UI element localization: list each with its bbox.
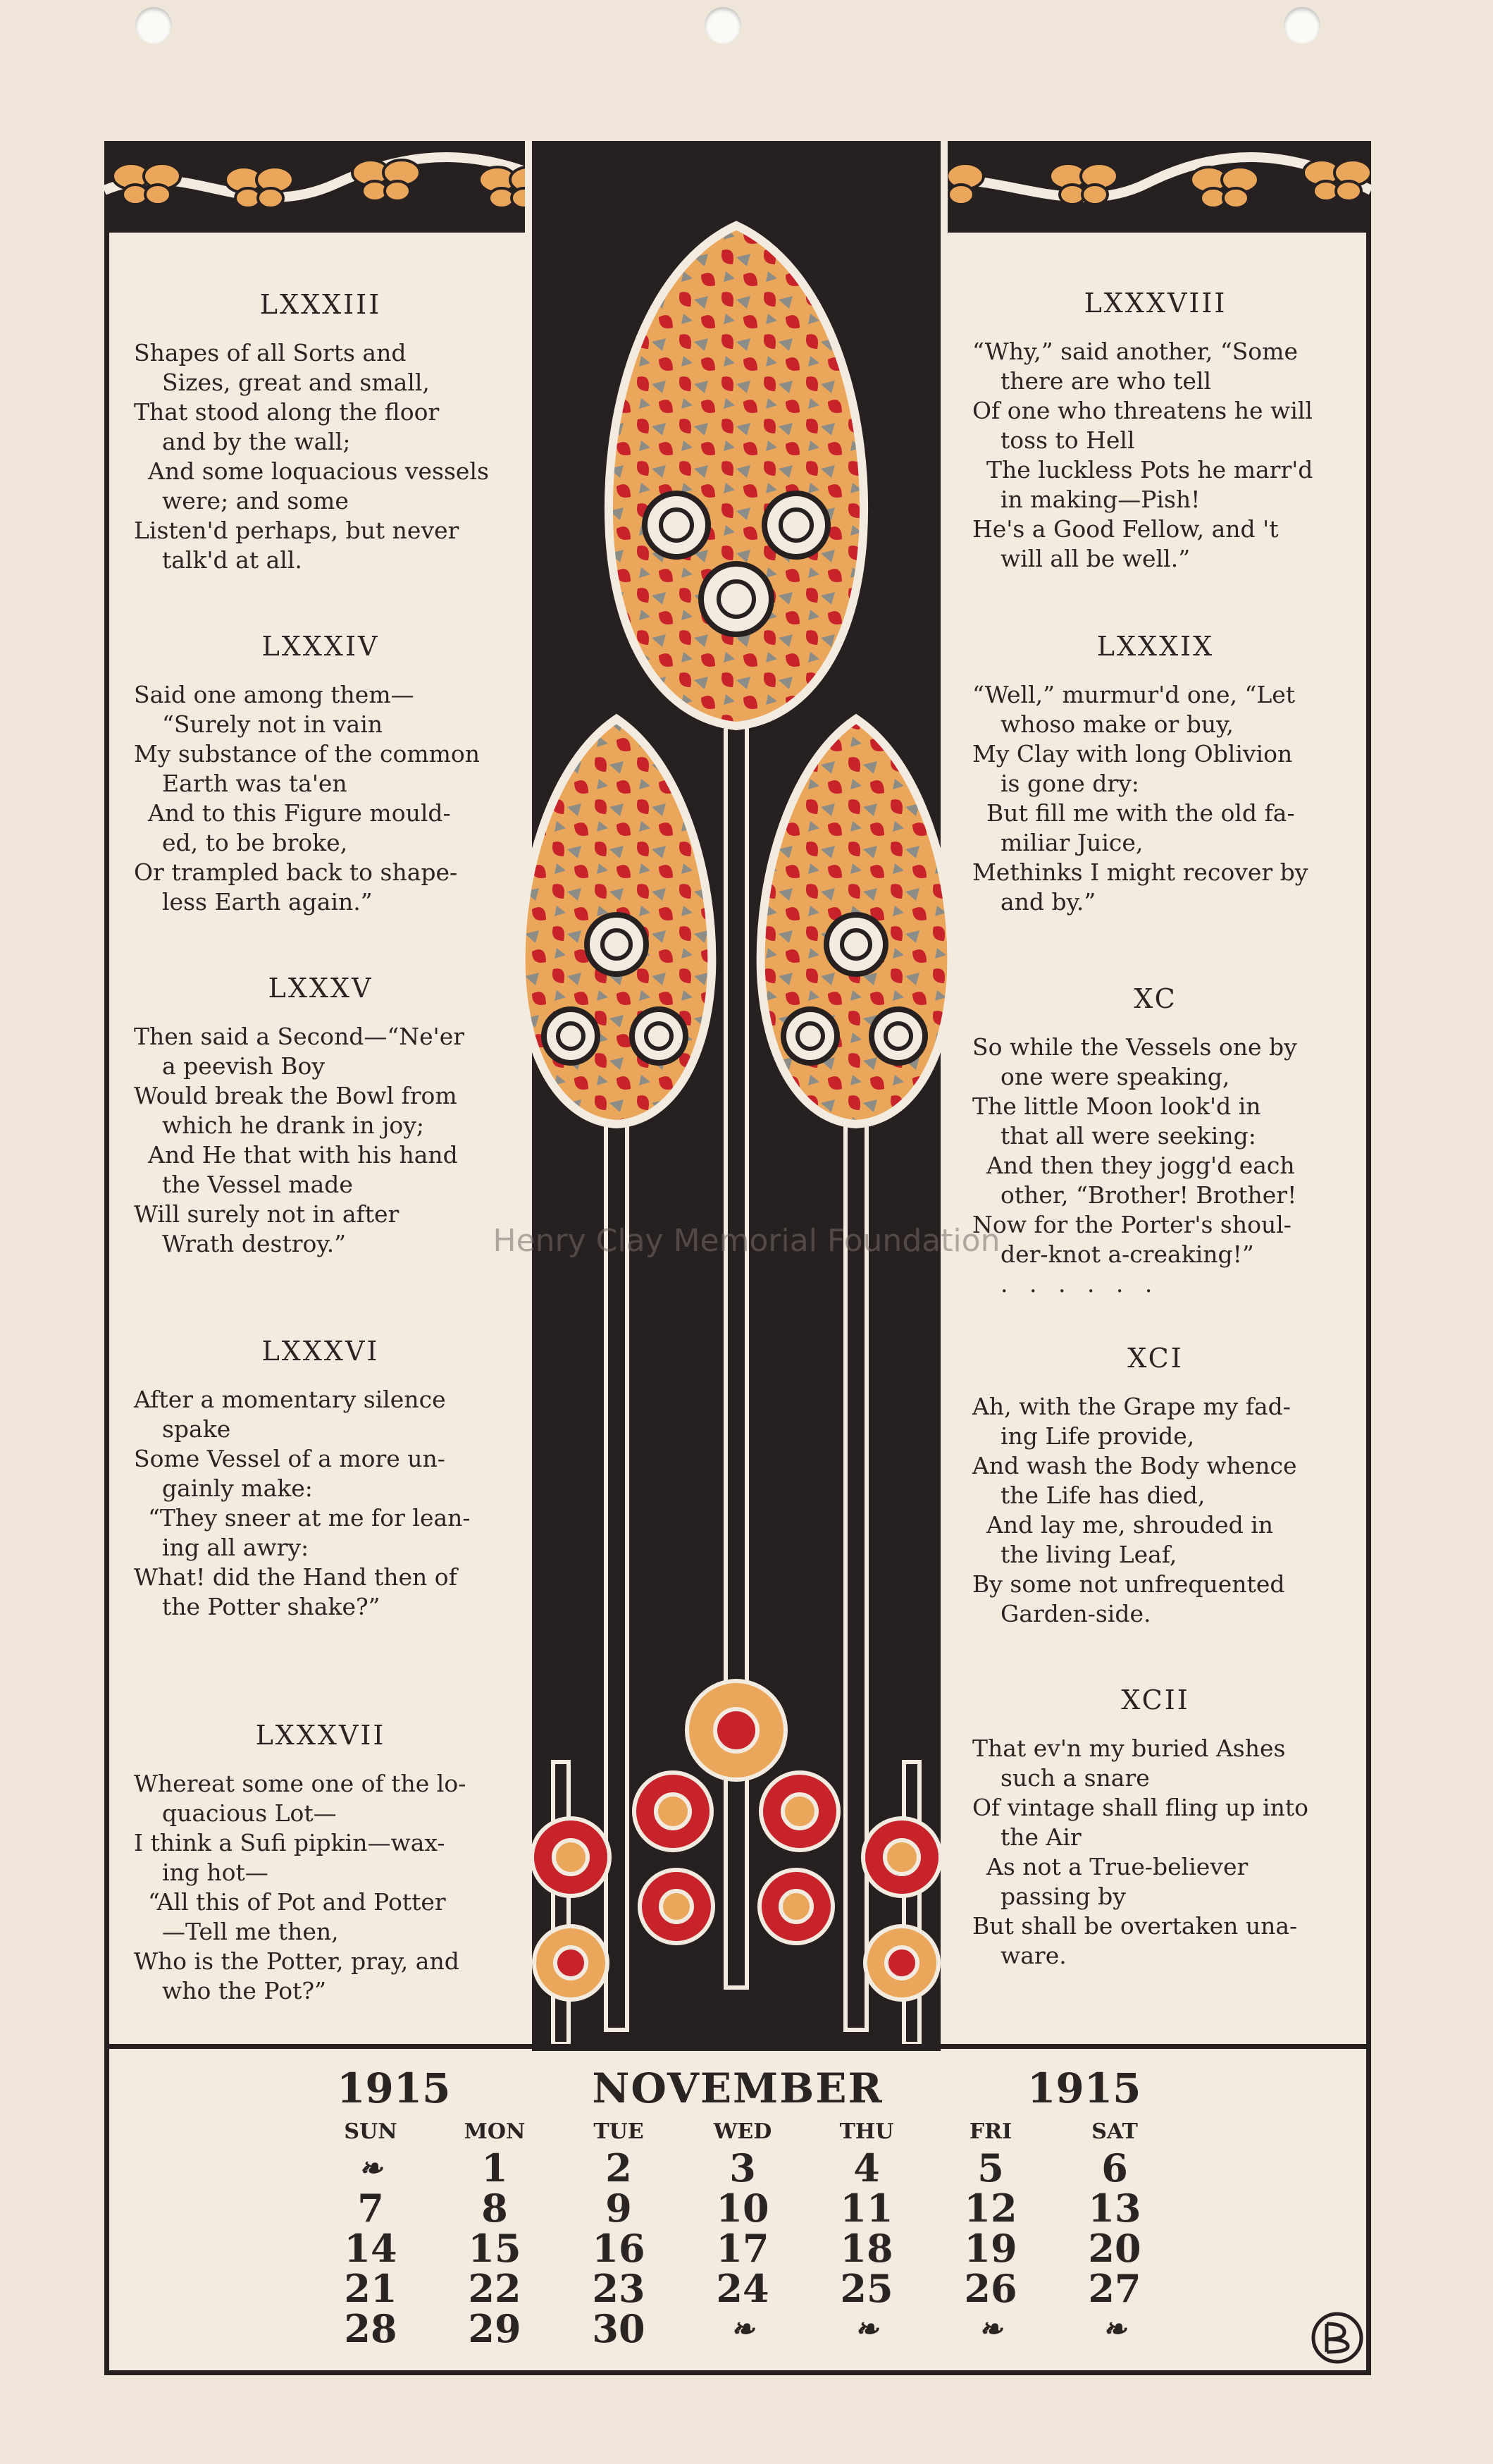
stanza-line: Who is the Potter, pray, and bbox=[134, 1947, 459, 1975]
day-cell: 5 bbox=[977, 2145, 1004, 2191]
tree-ornament-panel bbox=[525, 141, 948, 2051]
day-cell: 19 bbox=[964, 2226, 1017, 2271]
day-cell: 13 bbox=[1088, 2186, 1141, 2231]
stanza-numeral: LXXXIV bbox=[261, 631, 380, 662]
stanza-lxxxiv bbox=[134, 631, 507, 917]
flower-icon bbox=[863, 1818, 941, 1896]
butterfly-icon bbox=[352, 160, 420, 201]
stanza-line: I think a Sufi pipkin—wax- bbox=[134, 1829, 445, 1856]
stanza-line: ing hot— bbox=[162, 1859, 268, 1886]
stanza-numeral: XCI bbox=[1127, 1343, 1184, 1374]
stanza-line: And lay me, shrouded in bbox=[986, 1511, 1274, 1539]
stanza-line: toss to Hell bbox=[1001, 426, 1135, 454]
day-cell: 12 bbox=[964, 2186, 1017, 2231]
stanza-line: Whereat some one of the lo- bbox=[134, 1770, 466, 1797]
stanza-line: in making—Pish! bbox=[1001, 486, 1201, 513]
stanza-line: other, “Brother! Brother! bbox=[1001, 1181, 1297, 1209]
stanza-line: And some loquacious vessels bbox=[148, 457, 489, 485]
day-cell: 14 bbox=[344, 2226, 397, 2271]
stanza-line: and by the wall; bbox=[162, 428, 351, 455]
stanza-xci bbox=[972, 1343, 1339, 1629]
stanza-line: And to this Figure mould- bbox=[148, 799, 451, 827]
stanza-line: the living Leaf, bbox=[1001, 1541, 1177, 1568]
artist-monogram-icon bbox=[1309, 2310, 1365, 2366]
right-stanza-column bbox=[972, 233, 1339, 2037]
week-row bbox=[309, 2229, 1177, 2269]
weekday-header-row bbox=[309, 2119, 1177, 2148]
stanza-line: there are who tell bbox=[1001, 367, 1212, 395]
day-cell: 30 bbox=[592, 2306, 645, 2351]
stanza-line: “Why,” said another, “Some bbox=[972, 338, 1298, 365]
stanza-line: will all be well.” bbox=[1001, 545, 1191, 572]
stanza-line: spake bbox=[162, 1415, 231, 1443]
stanza-line: Earth was ta'en bbox=[162, 770, 347, 797]
stanza-xcii bbox=[972, 1684, 1339, 1971]
stanza-lxxxvi bbox=[134, 1336, 507, 1622]
day-cell: 29 bbox=[468, 2306, 521, 2351]
calendar-year-left: 1915 bbox=[337, 2064, 451, 2112]
stanza-line: But shall be overtaken una- bbox=[972, 1912, 1298, 1940]
ellipsis-dots: . . . . . . bbox=[1001, 1270, 1160, 1298]
stanza-line: Said one among them— bbox=[134, 681, 414, 708]
weekday-label: TUE bbox=[593, 2119, 644, 2144]
stanza-line: ware. bbox=[1001, 1942, 1067, 1969]
stanza-line: Listen'd perhaps, but never bbox=[134, 517, 459, 544]
day-cell: 16 bbox=[592, 2226, 645, 2271]
stanza-line: passing by bbox=[1001, 1883, 1126, 1910]
stanza-line: That ev'n my buried Ashes bbox=[972, 1735, 1286, 1762]
binding-hole-right bbox=[1284, 7, 1320, 44]
flower-icon bbox=[534, 1926, 607, 2000]
day-cell: 26 bbox=[964, 2266, 1017, 2311]
calendar-month: NOVEMBER bbox=[592, 2064, 884, 2112]
stanza-line: “Well,” murmur'd one, “Let bbox=[972, 681, 1296, 708]
stanza-line: Of one who threatens he will bbox=[972, 397, 1313, 424]
left-stanza-column bbox=[134, 233, 507, 2037]
weekday-label: MON bbox=[464, 2119, 526, 2144]
stanza-line: gainly make: bbox=[162, 1474, 313, 1502]
day-cell: 1 bbox=[481, 2145, 508, 2191]
butterfly-icon bbox=[113, 164, 180, 204]
stanza-numeral: LXXXIII bbox=[259, 289, 382, 320]
binding-hole-left bbox=[135, 7, 172, 44]
stanza-lxxxiii bbox=[134, 289, 507, 575]
stanza-lxxxv bbox=[134, 973, 507, 1259]
stanza-line: were; and some bbox=[162, 487, 349, 515]
blank-day-ornament: ❧ bbox=[855, 2312, 879, 2346]
day-cell: 27 bbox=[1088, 2266, 1141, 2311]
day-cell: 25 bbox=[840, 2266, 893, 2311]
calendar-grid bbox=[309, 2119, 1177, 2349]
stanza-line: Ah, with the Grape my fad- bbox=[972, 1393, 1291, 1420]
stanza-line: der-knot a-creaking!” bbox=[1001, 1240, 1254, 1268]
calendar-year-right: 1915 bbox=[1027, 2064, 1141, 2112]
stanza-line: less Earth again.” bbox=[162, 888, 373, 916]
day-cell: 11 bbox=[840, 2186, 893, 2231]
day-cell: 17 bbox=[716, 2226, 769, 2271]
week-row bbox=[309, 2148, 1177, 2188]
day-cell: 21 bbox=[344, 2266, 397, 2311]
stanza-line: And wash the Body whence bbox=[972, 1452, 1297, 1479]
day-cell: 28 bbox=[344, 2306, 397, 2351]
day-cell: 6 bbox=[1101, 2145, 1128, 2191]
stanza-line: What! did the Hand then of bbox=[134, 1563, 457, 1591]
week-row bbox=[309, 2188, 1177, 2229]
butterfly-icon bbox=[1191, 167, 1258, 208]
stanza-line: one were speaking, bbox=[1001, 1063, 1230, 1090]
stanza-line: And He that with his hand bbox=[148, 1141, 458, 1169]
stanza-line: miliar Juice, bbox=[1001, 829, 1144, 856]
day-cell: 10 bbox=[716, 2186, 769, 2231]
stanza-line: Of vintage shall fling up into bbox=[972, 1794, 1308, 1821]
blank-day-ornament: ❧ bbox=[979, 2312, 1003, 2346]
stanza-line: ing Life provide, bbox=[1001, 1422, 1195, 1450]
stanza-lxxxvii bbox=[134, 1720, 507, 2006]
stanza-line: He's a Good Fellow, and 't bbox=[972, 515, 1279, 543]
weekday-label: SUN bbox=[344, 2119, 397, 2144]
stanza-line: The luckless Pots he marr'd bbox=[986, 456, 1313, 483]
stanza-line: “All this of Pot and Potter bbox=[148, 1888, 446, 1916]
blank-day-ornament: ❧ bbox=[731, 2312, 755, 2346]
stanza-line: Now for the Porter's shoul- bbox=[972, 1211, 1291, 1238]
weekday-label: WED bbox=[713, 2119, 772, 2144]
stanza-line: that all were seeking: bbox=[1001, 1122, 1256, 1150]
stanza-line: My substance of the common bbox=[134, 740, 481, 768]
stanza-line: Then said a Second—“Ne'er bbox=[134, 1023, 464, 1050]
day-cell: 7 bbox=[357, 2186, 384, 2231]
stanza-line: and by.” bbox=[1001, 888, 1096, 916]
stanza-line: Some Vessel of a more un- bbox=[134, 1445, 445, 1472]
butterfly-icon bbox=[1303, 160, 1371, 201]
stanza-line: such a snare bbox=[1001, 1764, 1150, 1792]
stanza-line: talk'd at all. bbox=[162, 546, 302, 574]
stanza-line: quacious Lot— bbox=[162, 1799, 337, 1827]
weekday-label: SAT bbox=[1091, 2119, 1138, 2144]
stanza-line: Garden-side. bbox=[1001, 1600, 1151, 1627]
stanza-line: As not a True-believer bbox=[986, 1853, 1249, 1880]
flower-icon bbox=[687, 1681, 786, 1780]
stanza-line: And then they jogg'd each bbox=[986, 1152, 1295, 1179]
day-cell: 18 bbox=[840, 2226, 893, 2271]
week-row bbox=[309, 2269, 1177, 2309]
day-cell: 24 bbox=[716, 2266, 769, 2311]
stanza-line: the Life has died, bbox=[1001, 1482, 1206, 1509]
stanza-line: a peevish Boy bbox=[162, 1052, 325, 1080]
flower-icon bbox=[761, 1773, 838, 1850]
stanza-numeral: LXXXVI bbox=[261, 1336, 380, 1367]
stanza-line: the Air bbox=[1001, 1823, 1082, 1851]
stanza-numeral: LXXXV bbox=[268, 973, 373, 1004]
stanza-line: That stood along the floor bbox=[134, 398, 440, 426]
day-cell: 4 bbox=[853, 2145, 880, 2191]
stanza-line: “They sneer at me for lean- bbox=[148, 1504, 471, 1532]
stanza-line: But fill me with the old fa- bbox=[986, 799, 1295, 827]
flower-icon bbox=[865, 1926, 938, 2000]
day-cell: 22 bbox=[468, 2266, 521, 2311]
binding-hole-center bbox=[705, 7, 741, 44]
flower-icon bbox=[634, 1773, 712, 1850]
flower-icon bbox=[640, 1870, 713, 1943]
stanza-line: whoso make or buy, bbox=[1001, 710, 1234, 738]
day-cell: 8 bbox=[481, 2186, 508, 2231]
day-cell: 20 bbox=[1088, 2226, 1141, 2271]
blank-day-ornament: ❧ bbox=[359, 2152, 383, 2185]
day-cell: 23 bbox=[592, 2266, 645, 2311]
stanza-numeral: XC bbox=[1134, 983, 1177, 1014]
flower-icon bbox=[760, 1870, 833, 1943]
day-cell: 3 bbox=[729, 2145, 756, 2191]
blank-day-ornament: ❧ bbox=[1103, 2312, 1127, 2346]
stanza-line: who the Pot?” bbox=[162, 1977, 326, 2004]
stanza-numeral: LXXXVII bbox=[255, 1720, 386, 1751]
stanza-line: Wrath destroy.” bbox=[162, 1230, 347, 1257]
stanza-line: —Tell me then, bbox=[162, 1918, 339, 1945]
stanza-numeral: LXXXVIII bbox=[1084, 288, 1227, 319]
stanza-line: ing all awry: bbox=[162, 1534, 309, 1561]
butterfly-icon bbox=[1050, 164, 1117, 204]
stanza-lxxxviii bbox=[972, 288, 1339, 574]
stanza-line: The little Moon look'd in bbox=[972, 1092, 1261, 1120]
butterfly-icon bbox=[225, 167, 293, 208]
stanza-line: the Vessel made bbox=[162, 1171, 353, 1198]
flower-icon bbox=[532, 1818, 609, 1896]
stanza-line: ed, to be broke, bbox=[162, 829, 348, 856]
stanza-lxxxix bbox=[972, 631, 1339, 917]
stanza-line: which he drank in joy; bbox=[162, 1111, 425, 1139]
stanza-line: the Potter shake?” bbox=[162, 1593, 380, 1620]
stanza-numeral: XCII bbox=[1121, 1684, 1190, 1715]
stanza-line: Shapes of all Sorts and bbox=[134, 339, 407, 366]
calendar bbox=[104, 2044, 1371, 2375]
day-cell: 9 bbox=[605, 2186, 632, 2231]
day-cell: 15 bbox=[468, 2226, 521, 2271]
stanza-line: Or trampled back to shape- bbox=[134, 858, 458, 886]
day-cell: 2 bbox=[605, 2145, 632, 2191]
stanza-line: By some not unfrequented bbox=[972, 1570, 1285, 1598]
stanza-line: “Surely not in vain bbox=[162, 710, 383, 738]
stanza-line: Sizes, great and small, bbox=[162, 369, 430, 396]
weekday-label: THU bbox=[839, 2119, 894, 2144]
week-row bbox=[309, 2309, 1177, 2349]
stanza-line: After a momentary silence bbox=[134, 1386, 446, 1413]
stanza-line: Will surely not in after bbox=[134, 1200, 399, 1228]
stanza-line: Would break the Bowl from bbox=[134, 1082, 457, 1109]
stanza-line: My Clay with long Oblivion bbox=[972, 740, 1293, 768]
stanza-line: is gone dry: bbox=[1001, 770, 1139, 797]
watermark: Henry Clay Memorial Foundation bbox=[492, 1223, 1001, 1259]
stanza-numeral: LXXXIX bbox=[1096, 631, 1215, 662]
stanza-line: So while the Vessels one by bbox=[972, 1033, 1297, 1061]
stanza-line: Methinks I might recover by bbox=[972, 858, 1308, 886]
weekday-label: FRI bbox=[969, 2119, 1012, 2144]
